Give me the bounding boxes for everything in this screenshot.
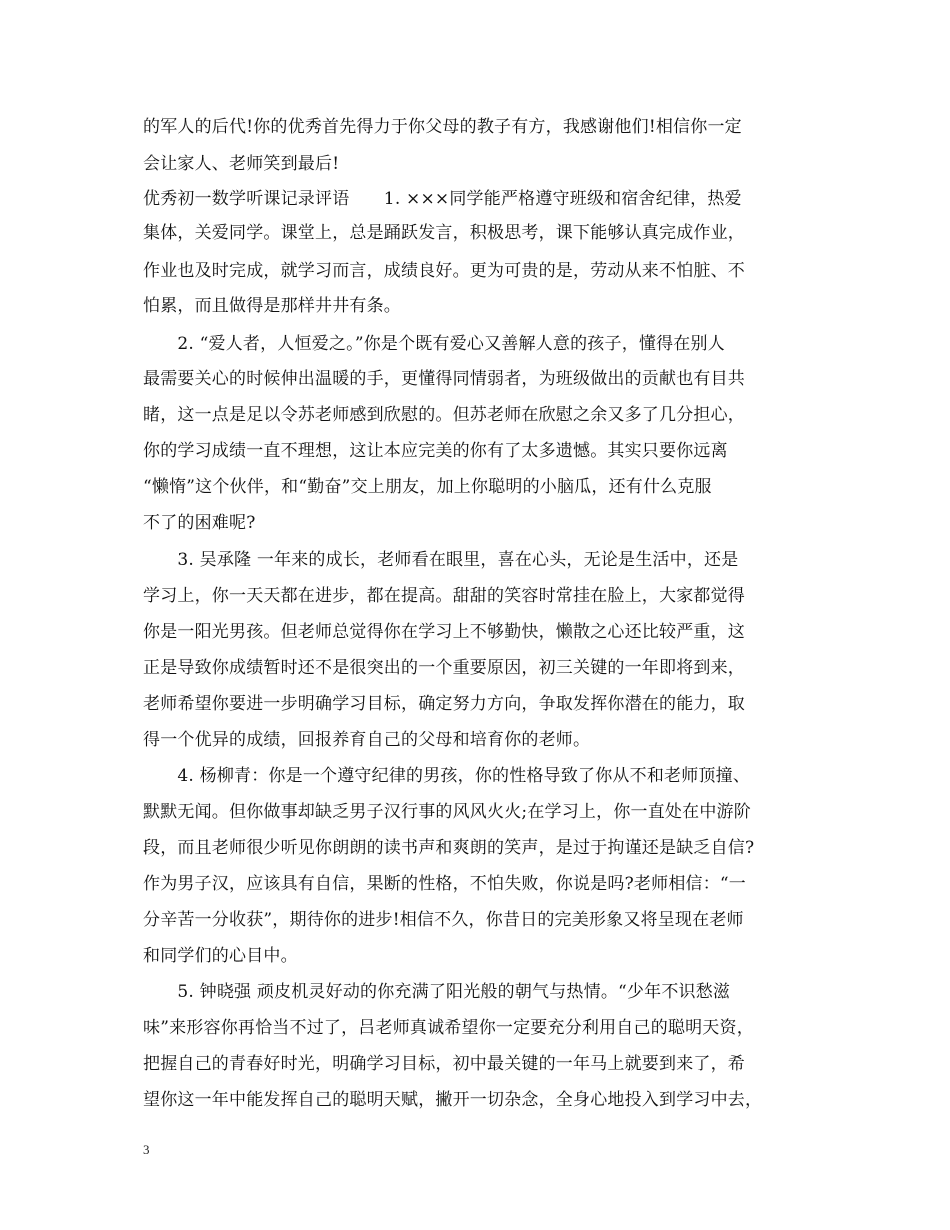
text-line: 老师希望你要进一步明确学习目标，确定努力方向，争取发挥你潜在的能力，取 [143,694,745,714]
text-line: 不了的困难呢? [143,513,256,533]
text-line: 把握自己的青春好时光，明确学习目标，初中最关键的一年马上就要到来了，希 [143,1054,745,1074]
text-line: 3. 吴承隆 一年来的成长，老师看在眼里，喜在心头，无论是生活中，还是 [143,550,739,570]
text-line: 4. 杨柳青：你是一个遵守纪律的男孩，你的性格导致了你从不和老师顶撞、 [143,766,751,786]
text-line: 作业也及时完成，就学习而言，成绩良好。更为可贵的是，劳动从来不怕脏、不 [143,261,745,281]
text-line: 最需要关心的时候伸出温暖的手，更懂得同情弱者，为班级做出的贡献也有目共 [143,369,745,389]
text-line: 5. 钟晓强 顽皮机灵好动的你充满了阳光般的朝气与热情。“少年不识愁滋 [143,982,731,1002]
text-line: 怕累，而且做得是那样井井有条。 [143,296,401,316]
text-line: 会让家人、老师笑到最后! [143,154,340,174]
text-line: 正是导致你成绩暂时还不是很突出的一个重要原因，初三关键的一年即将到来， [143,658,745,678]
text-line: 睹，这一点是足以令苏老师感到欣慰的。但苏老师在欣慰之余又多了几分担心， [143,405,745,425]
text-line: 味”来形容你再恰当不过了，吕老师真诚希望你一定要充分利用自己的聪明天资， [143,1018,754,1038]
text-line: 默默无闻。但你做事却缺乏男子汉行事的风风火火;在学习上，你一直处在中游阶 [143,802,751,822]
text-line: 和同学们的心目中。 [143,946,298,966]
text-line: 段，而且老师很少听见你朗朗的读书声和爽朗的笑声，是过于拘谨还是缺乏自信? [143,838,755,858]
text-line: 的军人的后代!你的优秀首先得力于你父母的教子有方，我感谢他们!相信你一定 [143,117,742,137]
text-line: 望你这一年中能发挥自己的聪明天赋，撇开一切杂念，全身心地投入到学习中去， [143,1090,763,1110]
text-line: 作为男子汉，应该具有自信，果断的性格，不怕失败，你说是吗?老师相信：“一 [143,874,747,894]
text-line: 2. “爱人者，人恒爱之。”你是个既有爱心又善解人意的孩子，懂得在别人 [143,334,725,354]
text-line: 集体，关爱同学。课堂上，总是踊跃发言，积极思考，课下能够认真完成作业， [143,223,745,243]
text-line: 你是一阳光男孩。但老师总觉得你在学习上不够勤快，懒散之心还比较严重，这 [143,622,745,642]
text-line: “懒惰”这个伙伴，和“勤奋”交上朋友，加上你聪明的小脑瓜，还有什么克服 [143,477,712,497]
text-line: 分辛苦一分收获”，期待你的进步!相信不久，你昔日的完美形象又将呈现在老师 [143,910,744,930]
text-line: 优秀初一数学听课记录评语 1. ×××同学能严格遵守班级和宿舍纪律，热爱 [143,189,742,209]
page-number: 3 [143,1142,150,1157]
text-line: 得一个优异的成绩，回报养育自己的父母和培育你的老师。 [143,730,591,750]
text-line: 你的学习成绩一直不理想，这让本应完美的你有了太多遗憾。其实只要你远离 [143,441,728,461]
text-line: 学习上，你一天天都在进步，都在提高。甜甜的笑容时常挂在脸上，大家都觉得 [143,586,745,606]
